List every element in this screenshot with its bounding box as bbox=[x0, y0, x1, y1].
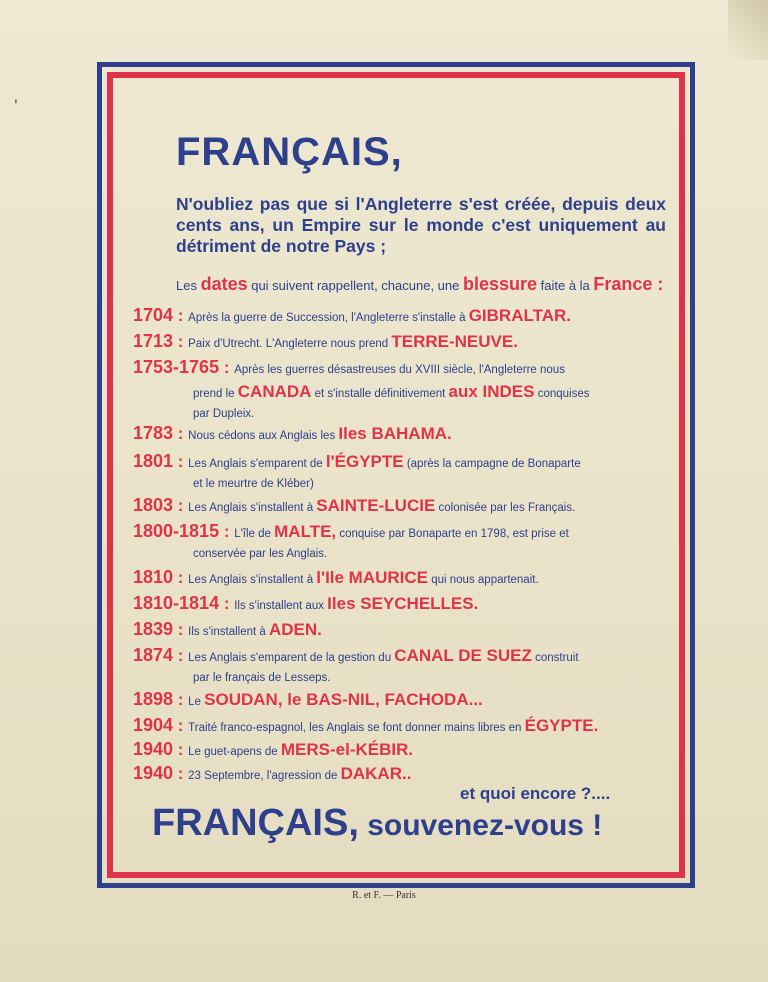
entry-text: Les Anglais s'emparent de bbox=[188, 458, 326, 470]
entry-text: Après la guerre de Succession, l'Angleterre s'installe à bbox=[188, 312, 469, 324]
entry-year: 1800-1815 bbox=[133, 521, 220, 541]
entry-text: Nous cédons aux Anglais les bbox=[188, 430, 339, 442]
entry-text: Les Anglais s'installent à bbox=[188, 502, 317, 514]
timeline-entry: 1904 : Traité franco-espagnol, les Anglais se font donner mains libres en ÉGYPTE. bbox=[133, 715, 599, 735]
word-blessure: blessure bbox=[462, 274, 538, 294]
entry-year: 1803 bbox=[133, 495, 174, 515]
entry-place: ADEN. bbox=[268, 620, 322, 639]
entry-year: 1874 bbox=[133, 645, 174, 665]
timeline-entry: 1874 : Les Anglais s'emparent de la gestion du CANAL DE SUEZ construit par le français de Lesseps. bbox=[133, 645, 579, 684]
timeline-entry: 1810 : Les Anglais s'installent à l'Ile MAURICE qui nous appartenait. bbox=[133, 567, 539, 587]
timeline-entry: 1800-1815 : L'île de MALTE, conquise par Bonaparte en 1798, est prise et conservée par les Anglais. bbox=[133, 521, 569, 560]
timeline-entry: 1783 : Nous cédons aux Anglais les Iles BAHAMA. bbox=[133, 423, 452, 443]
word-dates: dates bbox=[200, 274, 248, 294]
entry-place: ÉGYPTE. bbox=[524, 716, 599, 735]
poster-title: FRANÇAIS, bbox=[176, 130, 403, 174]
entry-place: Iles SEYCHELLES. bbox=[327, 594, 479, 613]
timeline-entry: 1940 : 23 Septembre, l'agression de DAKAR.. bbox=[133, 763, 412, 783]
lead-sentence: Les dates qui suivent rappellent, chacune, une blessure faite à la France : bbox=[176, 274, 664, 294]
entry-place-indes: aux INDES bbox=[448, 382, 535, 401]
entry-text: Ils s'installent à bbox=[188, 626, 269, 638]
entry-place: CANAL DE SUEZ bbox=[394, 646, 532, 665]
intro-paragraph: N'oubliez pas que si l'Angleterre s'est créée, depuis deux cents ans, un Empire sur le monde c'est uniquement au détriment de notre Pays ; bbox=[176, 194, 666, 256]
folded-corner bbox=[728, 0, 768, 60]
closing-francais: FRANÇAIS, bbox=[152, 802, 359, 844]
entry-place: GIBRALTAR. bbox=[468, 306, 572, 325]
margin-mark: ' bbox=[14, 98, 18, 114]
entry-year: 1810-1814 bbox=[133, 593, 220, 613]
entry-text: 23 Septembre, l'agression de bbox=[188, 770, 341, 782]
entry-year: 1713 bbox=[133, 331, 174, 351]
printer-credit: R. et F. — Paris bbox=[352, 890, 416, 901]
entry-year: 1898 bbox=[133, 689, 174, 709]
entry-text: Le guet-apens de bbox=[188, 746, 281, 758]
entry-year: 1783 bbox=[133, 423, 174, 443]
entry-year: 1839 bbox=[133, 619, 174, 639]
closing-slogan bbox=[152, 802, 602, 845]
timeline-entry: 1801 : Les Anglais s'emparent de l'ÉGYPTE (après la campagne de Bonaparte et le meurtre de Kléber) bbox=[133, 451, 581, 490]
entry-text: Les Anglais s'installent à bbox=[188, 574, 317, 586]
entry-place: TERRE-NEUVE. bbox=[391, 332, 518, 351]
end-question: et quoi encore ?.... bbox=[460, 784, 611, 803]
timeline-entry: 1810-1814 : Ils s'installent aux Iles SEYCHELLES. bbox=[133, 593, 479, 613]
word-france: France : bbox=[593, 274, 664, 294]
timeline-entry: 1898 : Le SOUDAN, le BAS-NIL, FACHODA... bbox=[133, 689, 483, 709]
entry-place-canada: CANADA bbox=[237, 382, 312, 401]
entry-place: l'Ile MAURICE bbox=[316, 568, 429, 587]
entry-year: 1940 bbox=[133, 739, 174, 759]
entry-text: Ils s'installent aux bbox=[234, 600, 328, 612]
entry-text: Après les guerres désastreuses du XVIII siècle, l'Angleterre nous bbox=[234, 364, 565, 376]
entry-text: Traité franco-espagnol, les Anglais se font donner mains libres en bbox=[188, 722, 525, 734]
entry-place: SAINTE-LUCIE bbox=[316, 496, 436, 515]
entry-place: l'ÉGYPTE bbox=[325, 452, 404, 471]
timeline-entry: 1704 : Après la guerre de Succession, l'Angleterre s'installe à GIBRALTAR. bbox=[133, 305, 572, 325]
timeline-entry: 1940 : Le guet-apens de MERS-el-KÉBIR. bbox=[133, 739, 414, 759]
entry-year: 1904 bbox=[133, 715, 174, 735]
entry-year: 1753-1765 bbox=[133, 357, 220, 377]
entry-place: Iles BAHAMA. bbox=[338, 424, 452, 443]
entry-text: Paix d'Utrecht. L'Angleterre nous prend bbox=[188, 338, 392, 350]
entry-year: 1940 bbox=[133, 763, 174, 783]
entry-place: MALTE, bbox=[274, 522, 337, 541]
timeline-entry: 1753-1765 : Après les guerres désastreuses du XVIII siècle, l'Angleterre nous prend le CANADA et s'installe définitivement aux INDES conquises par Dupleix. bbox=[133, 357, 590, 420]
entry-text: Les Anglais s'emparent de la gestion du bbox=[188, 652, 395, 664]
closing-souvenez: souvenez-vous ! bbox=[358, 809, 603, 842]
entry-year: 1704 bbox=[133, 305, 174, 325]
timeline-entry: 1839 : Ils s'installent à ADEN. bbox=[133, 619, 322, 639]
entry-year: 1810 bbox=[133, 567, 174, 587]
entry-year: 1801 bbox=[133, 451, 174, 471]
timeline-entry: 1803 : Les Anglais s'installent à SAINTE-LUCIE colonisée par les Français. bbox=[133, 495, 576, 515]
entry-place: DAKAR.. bbox=[340, 764, 412, 783]
entry-text: L'île de bbox=[234, 528, 275, 540]
timeline-entry: 1713 : Paix d'Utrecht. L'Angleterre nous prend TERRE-NEUVE. bbox=[133, 331, 518, 351]
entry-text: Le bbox=[188, 696, 205, 708]
entry-place: MERS-el-KÉBIR. bbox=[280, 740, 414, 759]
entry-place: SOUDAN, le BAS-NIL, FACHODA... bbox=[204, 690, 483, 709]
